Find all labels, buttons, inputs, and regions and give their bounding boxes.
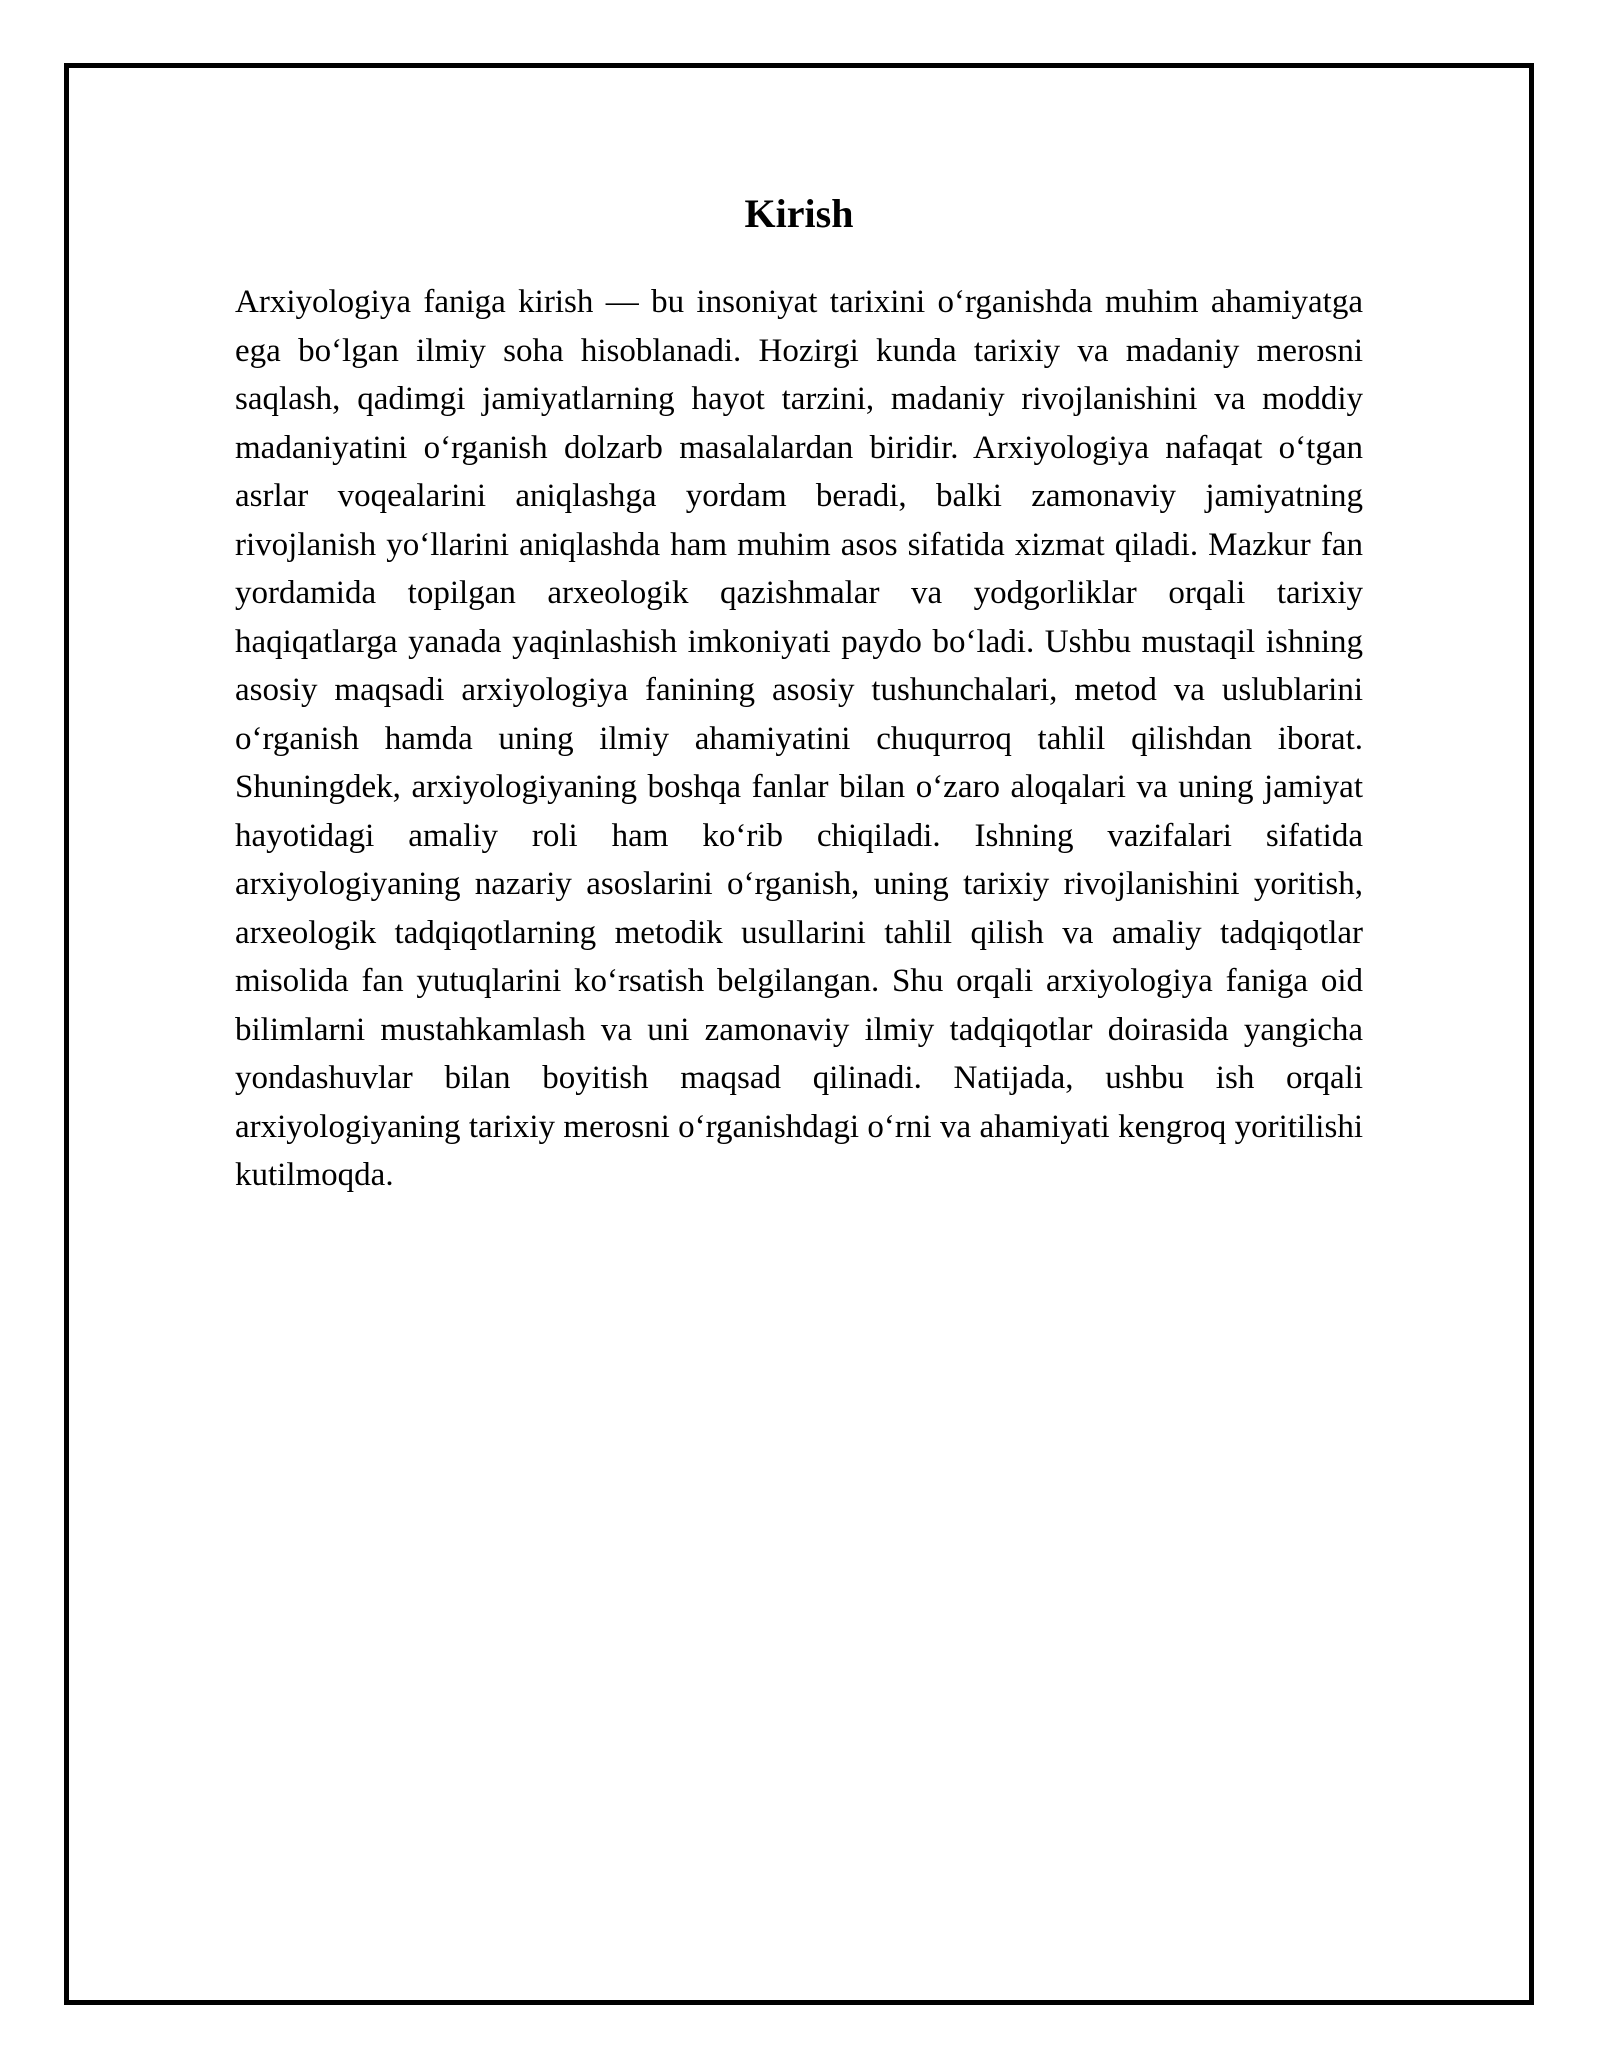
page-title: Kirish — [744, 191, 854, 236]
body-paragraph: Arxiyologiya faniga kirish — bu insoniyat tarixini o‘rganishda muhim ahamiyatga ega bo‘lgan ilmiy soha hisoblanadi. Hozirgi kunda tarixiy va madaniy merosni saqlash, qadimgi jamiyatlarning hayot tarzini, madaniy rivojlanishini va moddiy madaniyatini o‘rganish dolzarb masalalardan biridir. Arxiyologiya nafaqat o‘tgan asrlar voqealarini aniqlashga yordam beradi, balki zamonaviy jamiyatning rivojlanish yo‘llarini aniqlashda ham muhim asos sifatida xizmat qiladi. Mazkur fan yordamida topilgan arxeologik qazishmalar va yodgorliklar orqali tarixiy haqiqatlarga yanada yaqinlashish imkoniyati paydo bo‘ladi. Ushbu mustaqil ishning asosiy maqsadi arxiyologiya fanining asosiy tushunchalari, metod va uslublarini o‘rganish hamda uning ilmiy ahamiyatini chuqurroq tahlil qilishdan iborat. Shuningdek, arxiyologiyaning boshqa fanlar bilan o‘zaro aloqalari va uning jamiyat hayotidagi amaliy roli ham ko‘rib chiqiladi. Ishning vazifalari sifatida arxiyologiyaning nazariy asoslarini o‘rganish, uning tarixiy rivojlanishini yoritish, arxeologik tadqiqotlarning metodik usullarini tahlil qilish va amaliy tadqiqotlar misolida fan yutuqlarini ko‘rsatish belgilangan. Shu orqali arxiyologiya faniga oid bilimlarni mustahkamlash va uni zamonaviy ilmiy tadqiqotlar doirasida yangicha yondashuvlar bilan boyitish maqsad qilinadi. Natijada, ushbu ish orqali arxiyologiyaning tarixiy merosni o‘rganishdagi o‘rni va ahamiyati kengroq yoritilishi kutilmoqda. — [235, 284, 1363, 1193]
document-content — [235, 188, 1363, 1200]
